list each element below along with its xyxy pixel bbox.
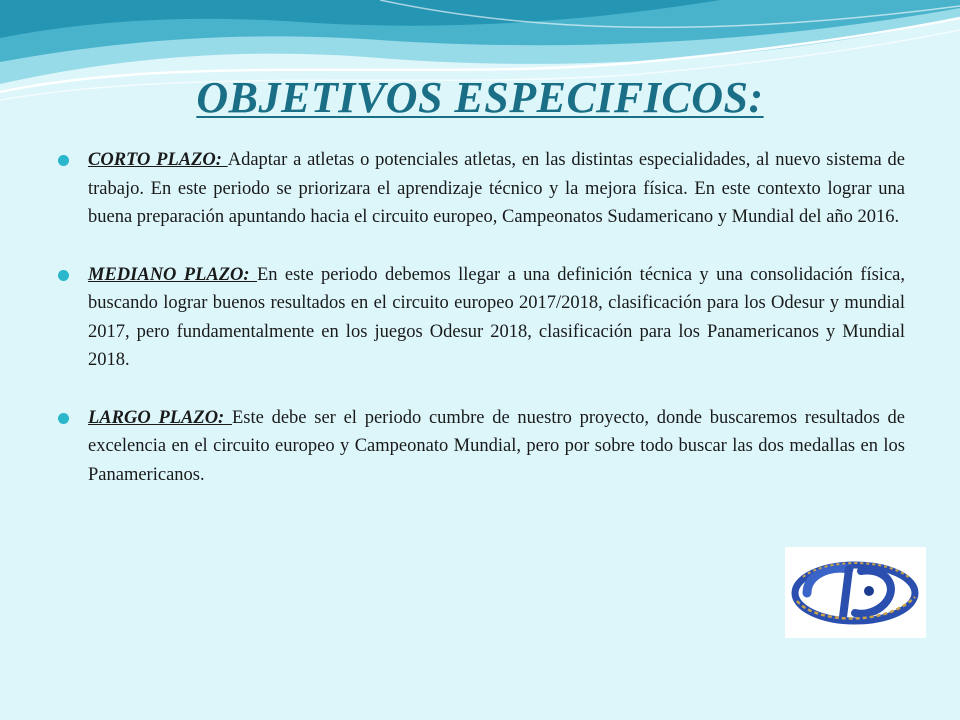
objective-long-term [88,404,905,490]
logo-icon [785,547,926,638]
objective-term: MEDIANO PLAZO: [88,264,257,285]
objective-text: Adaptar a atletas o potenciales atletas, en las distintas especialidades, al nuevo sistema de trabajo. En este periodo se priorizara el aprendizaje técnico y la mejora física. En este contexto lograr una buena preparación apuntando hacia el circuito europeo, Campeonatos Sudamericano y Mundial del año 2016. [88,150,905,227]
objective-short-term [88,146,905,232]
objective-medium-term [88,261,905,375]
objective-term: CORTO PLAZO: [88,150,228,170]
objective-text: En este periodo debemos llegar a una definición técnica y una consolidación física, buscando lograr buenos resultados en el circuito europeo 2017/2018, clasificación para los Odesur y mundial 2017, pero fundamentalmente en los juegos Odesur 2018, clasificación para los Panamericanos y Mundial 2018. [88,264,905,370]
objective-text: Este debe ser el periodo cumbre de nuestro proyecto, donde buscaremos resultados de excelencia en el circuito europeo y Campeonato Mundial, pero por sobre todo buscar las dos medallas en los Panamericanos. [88,407,906,485]
objective-term: LARGO PLAZO: [88,407,232,428]
bullet-icon [58,155,69,166]
bullet-icon [58,270,69,281]
slide-title: OBJETIVOS ESPECIFICOS: [196,73,764,122]
organization-logo [785,547,926,638]
objectives-list [88,146,905,518]
bullet-icon [58,413,69,424]
